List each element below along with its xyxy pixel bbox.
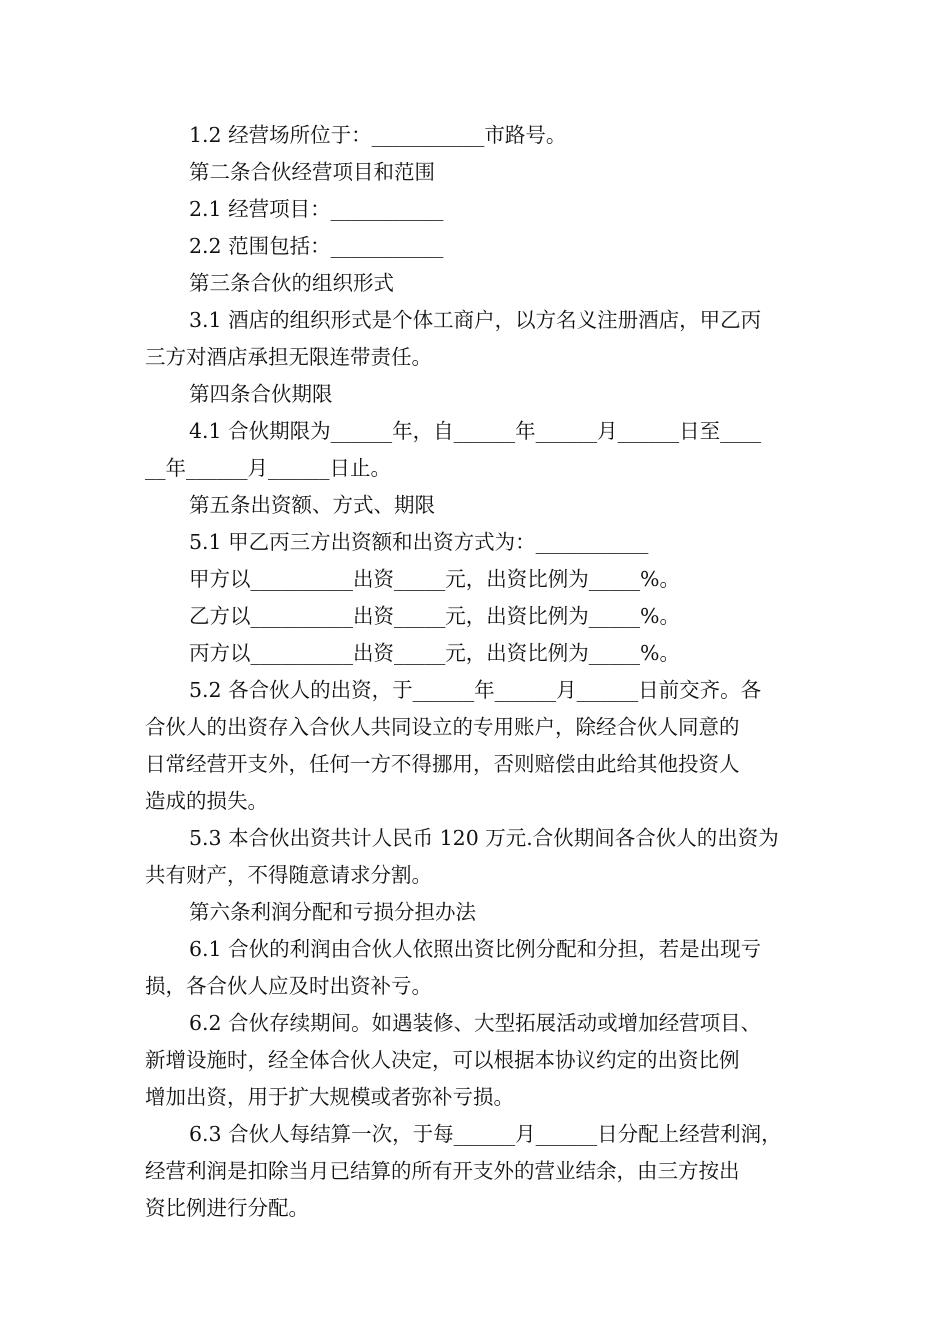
text-line: 第二条合伙经营项目和范围 (189, 160, 435, 184)
text-line: 甲方以__________出资_____元，出资比例为_____%。 (189, 567, 680, 591)
text-line: 1.2 经营场所位于：___________市路号。 (189, 123, 567, 147)
text-line: 造成的损失。 (145, 789, 268, 813)
text-line: 2.2 范围包括：___________ (189, 234, 444, 258)
text-line: 5.3 本合伙出资共计人民币 120 万元.合伙期间各合伙人的出资为 (189, 826, 779, 850)
text-line: 合伙人的出资存入合伙人共同设立的专用账户，除经合伙人同意的 (145, 715, 740, 739)
text-line: 乙方以__________出资_____元，出资比例为_____%。 (189, 604, 680, 628)
text-line: 共有财产，不得随意请求分割。 (145, 863, 432, 887)
text-line: 损，各合伙人应及时出资补亏。 (145, 974, 432, 998)
text-line: 2.1 经营项目：___________ (189, 197, 444, 221)
text-line: 增加出资，用于扩大规模或者弥补亏损。 (145, 1085, 514, 1109)
text-line: 经营利润是扣除当月已结算的所有开支外的营业结余，由三方按出 (145, 1159, 740, 1183)
text-line: 5.2 各合伙人的出资，于______年______月______日前交齐。各 (189, 678, 762, 702)
text-line: 新增设施时，经全体合伙人决定，可以根据本协议约定的出资比例 (145, 1048, 740, 1072)
text-line: 6.1 合伙的利润由合伙人依照出资比例分配和分担，若是出现亏 (189, 937, 762, 961)
text-line: 第四条合伙期限 (189, 382, 333, 406)
text-line: __年______月______日止。 (145, 456, 391, 480)
text-line: 丙方以__________出资_____元，出资比例为_____%。 (189, 641, 680, 665)
text-line: 三方对酒店承担无限连带责任。 (145, 345, 432, 369)
text-line: 6.2 合伙存续期间。如遇装修、大型拓展活动或增加经营项目、 (189, 1011, 762, 1035)
text-line: 日常经营开支外，任何一方不得挪用，否则赔偿由此给其他投资人 (145, 752, 740, 776)
text-line: 第三条合伙的组织形式 (189, 271, 394, 295)
text-line: 资比例进行分配。 (145, 1196, 309, 1220)
document-body (145, 117, 810, 1227)
text-line: 4.1 合伙期限为______年，自______年______月______日至____ (189, 419, 762, 443)
text-line: 第五条出资额、方式、期限 (189, 493, 435, 517)
text-line: 6.3 合伙人每结算一次，于每______月______日分配上经营利润， (189, 1122, 782, 1146)
text-line: 5.1 甲乙丙三方出资额和出资方式为：___________ (189, 530, 649, 554)
text-line: 第六条利润分配和亏损分担办法 (189, 900, 476, 924)
text-line: 3.1 酒店的组织形式是个体工商户，以方名义注册酒店，甲乙丙 (189, 308, 762, 332)
